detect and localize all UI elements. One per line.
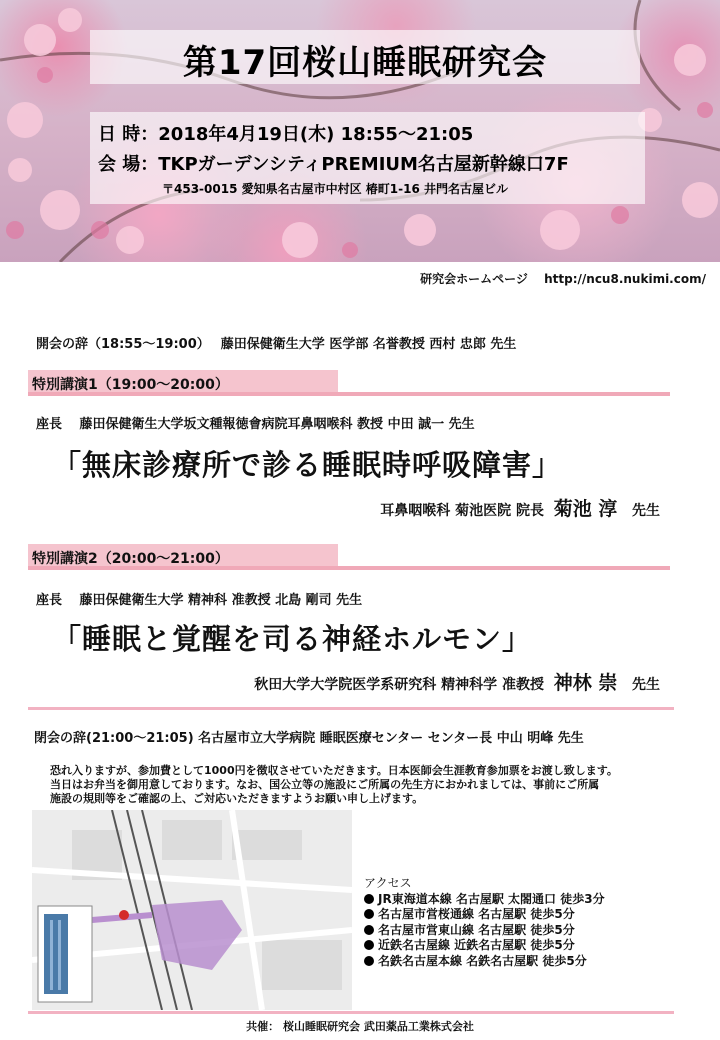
venue-map — [32, 810, 352, 1010]
lecture1-label: 特別講演1（19:00～20:00） — [32, 377, 229, 393]
closing-remarks: 閉会の辞(21:00～21:05) 名古屋市立大学病院 睡眠医療センター センター長 中山 明峰 先生 — [34, 731, 584, 746]
lecture2-label: 特別講演2（20:00～21:00） — [32, 551, 229, 567]
access-item: 名古屋市営東山線 名古屋駅 徒歩5分 — [364, 923, 605, 939]
title-panel — [90, 30, 640, 84]
event-title: 第17回桜山睡眠研究会 — [182, 43, 548, 83]
lecture1-chair: 座長 藤田保健衛生大学坂文種報徳會病院耳鼻咽喉科 教授 中田 誠一 先生 — [36, 417, 475, 432]
access-item: 名古屋市営桜通線 名古屋駅 徒歩5分 — [364, 907, 605, 923]
lecture1-title: 「無床診療所で診る睡眠時呼吸障害」 — [52, 448, 563, 482]
notice-line: 恐れ入りますが、参加費として1000円を徴収させていただきます。日本医師会生涯教育参加票をお渡し致します。 — [50, 764, 618, 777]
lecture1-speaker-suffix: 先生 — [632, 503, 660, 519]
event-date: 日 時：2018年4月19日(木) 18:55～21:05 — [98, 124, 474, 145]
lecture1-speaker-name: 菊池 淳 — [553, 498, 618, 520]
lecture2-chair: 座長 藤田保健衛生大学 精神科 准教授 北島 剛司 先生 — [36, 593, 363, 608]
notice-line: 当日はお弁当を御用意しております。なお、国公立等の施設にご所属の先生方におかれましては、事前にご所属 — [50, 778, 600, 791]
bullet-icon — [364, 909, 374, 919]
lecture2-speaker-suffix: 先生 — [632, 677, 660, 693]
cosponsor-footer: 共催： 桜山睡眠研究会 武田薬品工業株式会社 — [246, 1020, 474, 1033]
homepage-link[interactable]: 研究会ホームページ http://ncu8.nukimi.com/ — [420, 272, 706, 286]
divider-bottom — [28, 1011, 674, 1014]
divider-top — [28, 707, 674, 710]
access-heading: アクセス — [364, 876, 412, 890]
event-info-panel — [90, 112, 645, 204]
lecture2-speaker-affiliation: 秋田大学大学院医学系研究科 精神科学 准教授 — [254, 677, 544, 693]
bullet-icon — [364, 940, 374, 950]
map-drawing — [32, 810, 352, 1010]
lecture2-speaker — [254, 668, 660, 695]
lecture1-speaker — [380, 494, 660, 521]
event-venue: 会 場：TKPガーデンシティPREMIUM名古屋新幹線口7F — [98, 154, 569, 175]
notice-line: 施設の規則等をご確認の上、ご対応いただきますようお願い申し上げます。 — [50, 792, 424, 805]
venue-address: 〒453-0015 愛知県名古屋市中村区 椿町1-16 井門名古屋ビル — [162, 182, 508, 196]
header-blossom-image — [0, 0, 720, 262]
access-info — [364, 876, 605, 969]
lecture2-speaker-name: 神林 崇 — [553, 672, 618, 694]
opening-remarks: 開会の辞（18:55～19:00） 藤田保健衛生大学 医学部 名誉教授 西村 忠郎 先生 — [36, 337, 517, 352]
bullet-icon — [364, 894, 374, 904]
notice-text — [50, 764, 690, 806]
lecture1-speaker-affiliation: 耳鼻咽喉科 菊池医院 院長 — [380, 503, 544, 519]
access-item: JR東海道本線 名古屋駅 太閤通口 徒歩3分 — [364, 892, 605, 908]
access-item: 近鉄名古屋線 近鉄名古屋駅 徒歩5分 — [364, 938, 605, 954]
lecture2-title: 「睡眠と覚醒を司る神経ホルモン」 — [52, 622, 533, 656]
access-item: 名鉄名古屋本線 名鉄名古屋駅 徒歩5分 — [364, 954, 605, 970]
bullet-icon — [364, 925, 374, 935]
bullet-icon — [364, 956, 374, 966]
